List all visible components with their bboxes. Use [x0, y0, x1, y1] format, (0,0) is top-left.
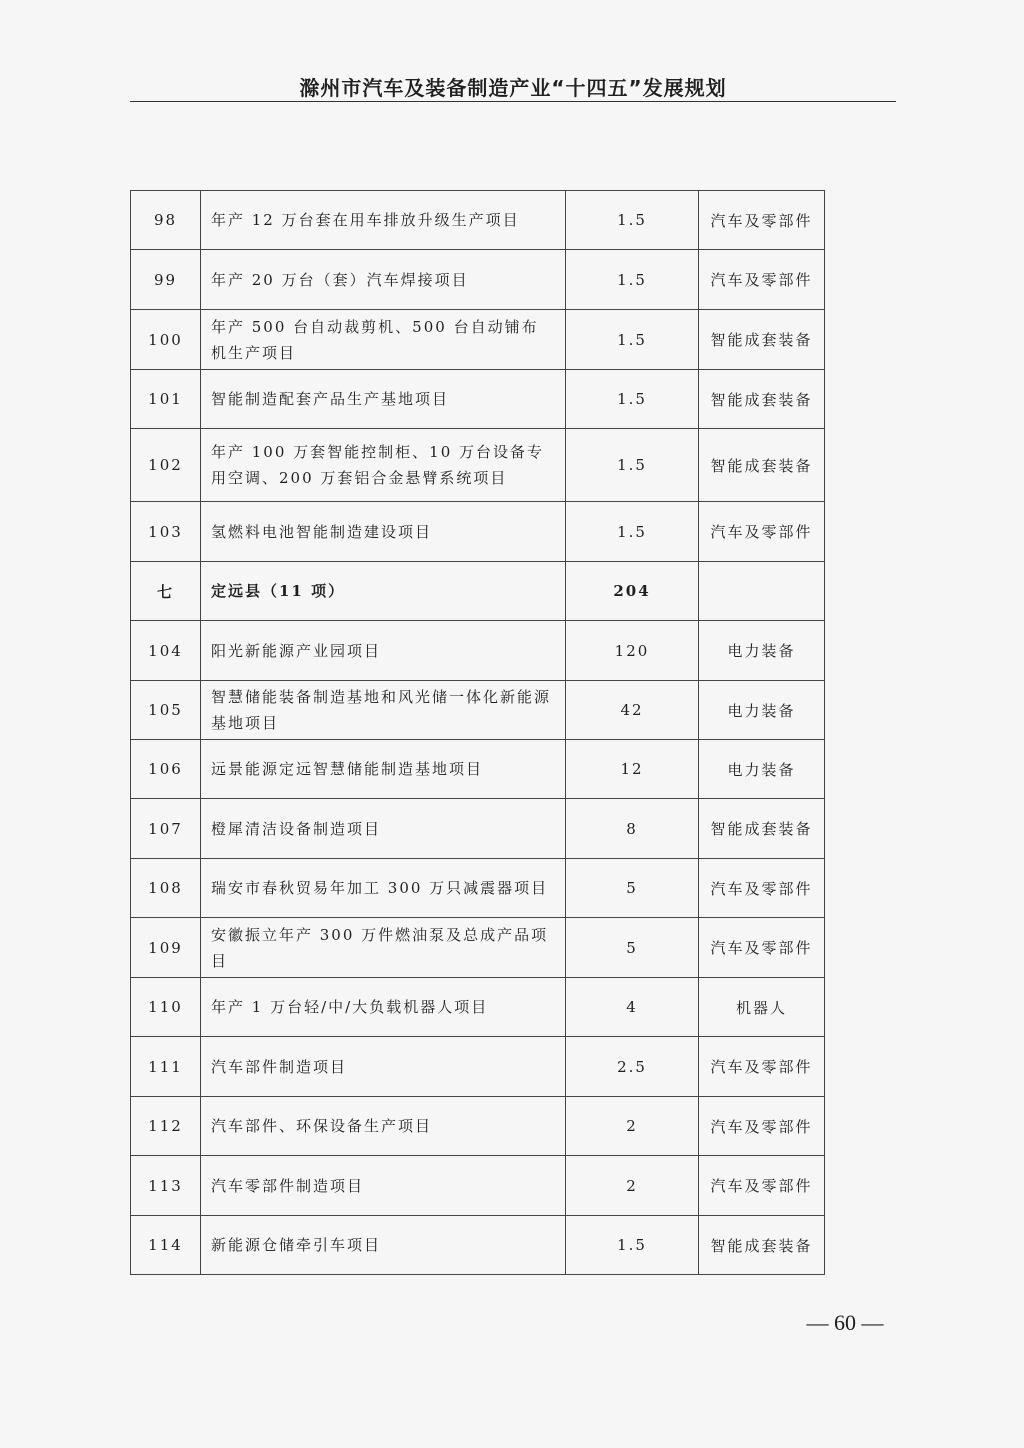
project-name: 年产 12 万台套在用车排放升级生产项目: [201, 191, 566, 250]
project-name: 年产 100 万套智能控制柜、10 万台设备专用空调、200 万套铝合金悬臂系统项目: [201, 429, 566, 502]
page-number: — 60 —: [806, 1310, 884, 1335]
industry-category: 汽车及零部件: [699, 502, 825, 562]
investment-value: 1.5: [566, 191, 699, 250]
investment-value: 8: [566, 799, 699, 859]
row-number: 100: [131, 310, 201, 370]
industry-category: 汽车及零部件: [699, 1156, 825, 1216]
table-row: [131, 429, 825, 502]
investment-value: 1.5: [566, 310, 699, 370]
section-category: [699, 562, 825, 621]
table-row: [131, 250, 825, 310]
investment-value: 42: [566, 681, 699, 740]
table-row: [131, 681, 825, 740]
table-row: [131, 859, 825, 918]
project-name: 瑞安市春秋贸易年加工 300 万只减震器项目: [201, 859, 566, 918]
industry-category: 电力装备: [699, 621, 825, 681]
table-row: [131, 502, 825, 562]
row-number: 103: [131, 502, 201, 562]
table-row: [131, 621, 825, 681]
industry-category: 智能成套装备: [699, 799, 825, 859]
industry-category: 智能成套装备: [699, 1216, 825, 1275]
row-number: 106: [131, 740, 201, 799]
project-name: 远景能源定远智慧储能制造基地项目: [201, 740, 566, 799]
project-name: 阳光新能源产业园项目: [201, 621, 566, 681]
industry-category: 汽车及零部件: [699, 918, 825, 978]
industry-category: 智能成套装备: [699, 429, 825, 502]
investment-value: 2: [566, 1156, 699, 1216]
table-row: [131, 310, 825, 370]
row-number: 101: [131, 370, 201, 429]
table-row: [131, 1156, 825, 1216]
industry-category: 电力装备: [699, 681, 825, 740]
investment-value: 12: [566, 740, 699, 799]
row-number: 110: [131, 978, 201, 1037]
project-name: 年产 1 万台轻/中/大负载机器人项目: [201, 978, 566, 1037]
row-number: 113: [131, 1156, 201, 1216]
project-name: 智能制造配套产品生产基地项目: [201, 370, 566, 429]
row-number: 114: [131, 1216, 201, 1275]
project-name: 智慧储能装备制造基地和风光储一体化新能源基地项目: [201, 681, 566, 740]
row-number: 108: [131, 859, 201, 918]
table-row: [131, 191, 825, 250]
row-number: 102: [131, 429, 201, 502]
row-number: 112: [131, 1097, 201, 1156]
row-number: 99: [131, 250, 201, 310]
row-number: 107: [131, 799, 201, 859]
project-table: [130, 190, 825, 1275]
project-name: 汽车部件、环保设备生产项目: [201, 1097, 566, 1156]
project-name: 汽车零部件制造项目: [201, 1156, 566, 1216]
row-number: 104: [131, 621, 201, 681]
table-row: [131, 740, 825, 799]
table-row: [131, 918, 825, 978]
investment-value: 4: [566, 978, 699, 1037]
industry-category: 汽车及零部件: [699, 859, 825, 918]
section-title: 定远县（11 项）: [201, 562, 566, 621]
industry-category: 汽车及零部件: [699, 250, 825, 310]
project-name: 新能源仓储牵引车项目: [201, 1216, 566, 1275]
investment-value: 1.5: [566, 502, 699, 562]
row-number: 111: [131, 1037, 201, 1097]
row-number: 109: [131, 918, 201, 978]
investment-value: 5: [566, 918, 699, 978]
table-row: [131, 799, 825, 859]
investment-value: 1.5: [566, 250, 699, 310]
investment-value: 1.5: [566, 1216, 699, 1275]
investment-value: 1.5: [566, 370, 699, 429]
project-name: 安徽振立年产 300 万件燃油泵及总成产品项目: [201, 918, 566, 978]
investment-value: 2.5: [566, 1037, 699, 1097]
table-row: [131, 370, 825, 429]
investment-value: 2: [566, 1097, 699, 1156]
industry-category: 汽车及零部件: [699, 1037, 825, 1097]
industry-category: 智能成套装备: [699, 370, 825, 429]
project-name: 汽车部件制造项目: [201, 1037, 566, 1097]
industry-category: 电力装备: [699, 740, 825, 799]
section-number: 七: [131, 562, 201, 621]
industry-category: 机器人: [699, 978, 825, 1037]
table-row: [131, 1097, 825, 1156]
industry-category: 汽车及零部件: [699, 1097, 825, 1156]
project-name: 氢燃料电池智能制造建设项目: [201, 502, 566, 562]
investment-value: 1.5: [566, 429, 699, 502]
project-name: 年产 500 台自动裁剪机、500 台自动铺布机生产项目: [201, 310, 566, 370]
page-header-title: 滁州市汽车及装备制造产业“十四五”发展规划: [299, 76, 727, 100]
section-row: [131, 562, 825, 621]
table-row: [131, 978, 825, 1037]
section-total: 204: [566, 562, 699, 621]
table-row: [131, 1037, 825, 1097]
row-number: 105: [131, 681, 201, 740]
investment-value: 5: [566, 859, 699, 918]
industry-category: 汽车及零部件: [699, 191, 825, 250]
table-row: [131, 1216, 825, 1275]
project-name: 年产 20 万台（套）汽车焊接项目: [201, 250, 566, 310]
industry-category: 智能成套装备: [699, 310, 825, 370]
investment-value: 120: [566, 621, 699, 681]
header-rule: [130, 101, 896, 102]
project-name: 橙犀清洁设备制造项目: [201, 799, 566, 859]
row-number: 98: [131, 191, 201, 250]
